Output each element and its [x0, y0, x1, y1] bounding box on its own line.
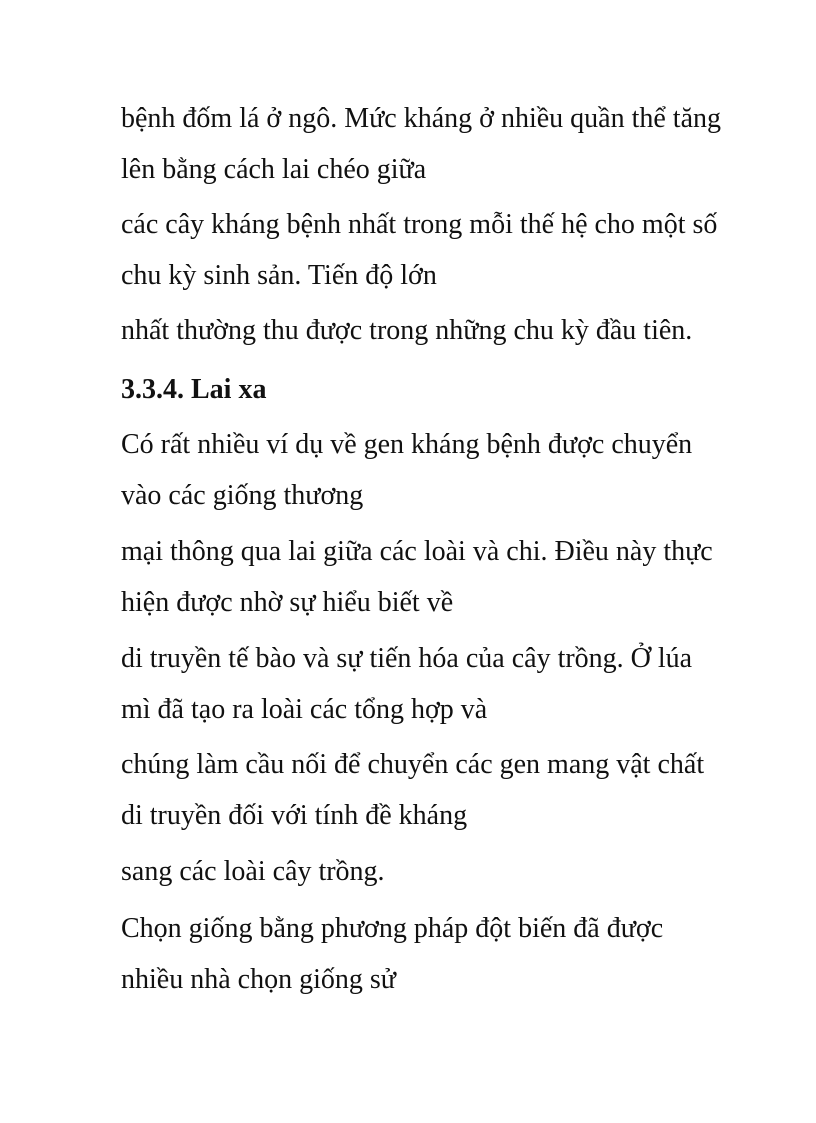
- text-line: di truyền đối với tính đề kháng: [121, 800, 468, 831]
- text-line: Có rất nhiều ví dụ về gen kháng bệnh được chuyển: [121, 429, 693, 460]
- text-line: sang các loài cây trồng.: [121, 856, 385, 887]
- section-heading: 3.3.4. Lai xa: [121, 374, 267, 405]
- text-line: di truyền tế bào và sự tiến hóa của cây trồng. Ở lúa: [121, 643, 693, 674]
- text-line: nhất thường thu được trong những chu kỳ đầu tiên.: [121, 315, 693, 346]
- text-line: các cây kháng bệnh nhất trong mỗi thế hệ cho một số: [121, 209, 718, 240]
- text-line: mì đã tạo ra loài các tổng hợp và: [121, 694, 488, 725]
- text-line: mại thông qua lai giữa các loài và chi. Điều này thực: [121, 536, 713, 567]
- text-line: chu kỳ sinh sản. Tiến độ lớn: [121, 260, 437, 291]
- text-line: Chọn giống bằng phương pháp đột biến đã được: [121, 913, 664, 944]
- text-line: chúng làm cầu nối để chuyển các gen mang vật chất: [121, 749, 705, 780]
- text-line: vào các giống thương: [121, 480, 364, 511]
- text-line: nhiều nhà chọn giống sử: [121, 964, 396, 995]
- text-line: bệnh đốm lá ở ngô. Mức kháng ở nhiều quần thể tăng: [121, 103, 722, 134]
- text-line: hiện được nhờ sự hiểu biết về: [121, 587, 454, 618]
- text-line: lên bằng cách lai chéo giữa: [121, 154, 427, 185]
